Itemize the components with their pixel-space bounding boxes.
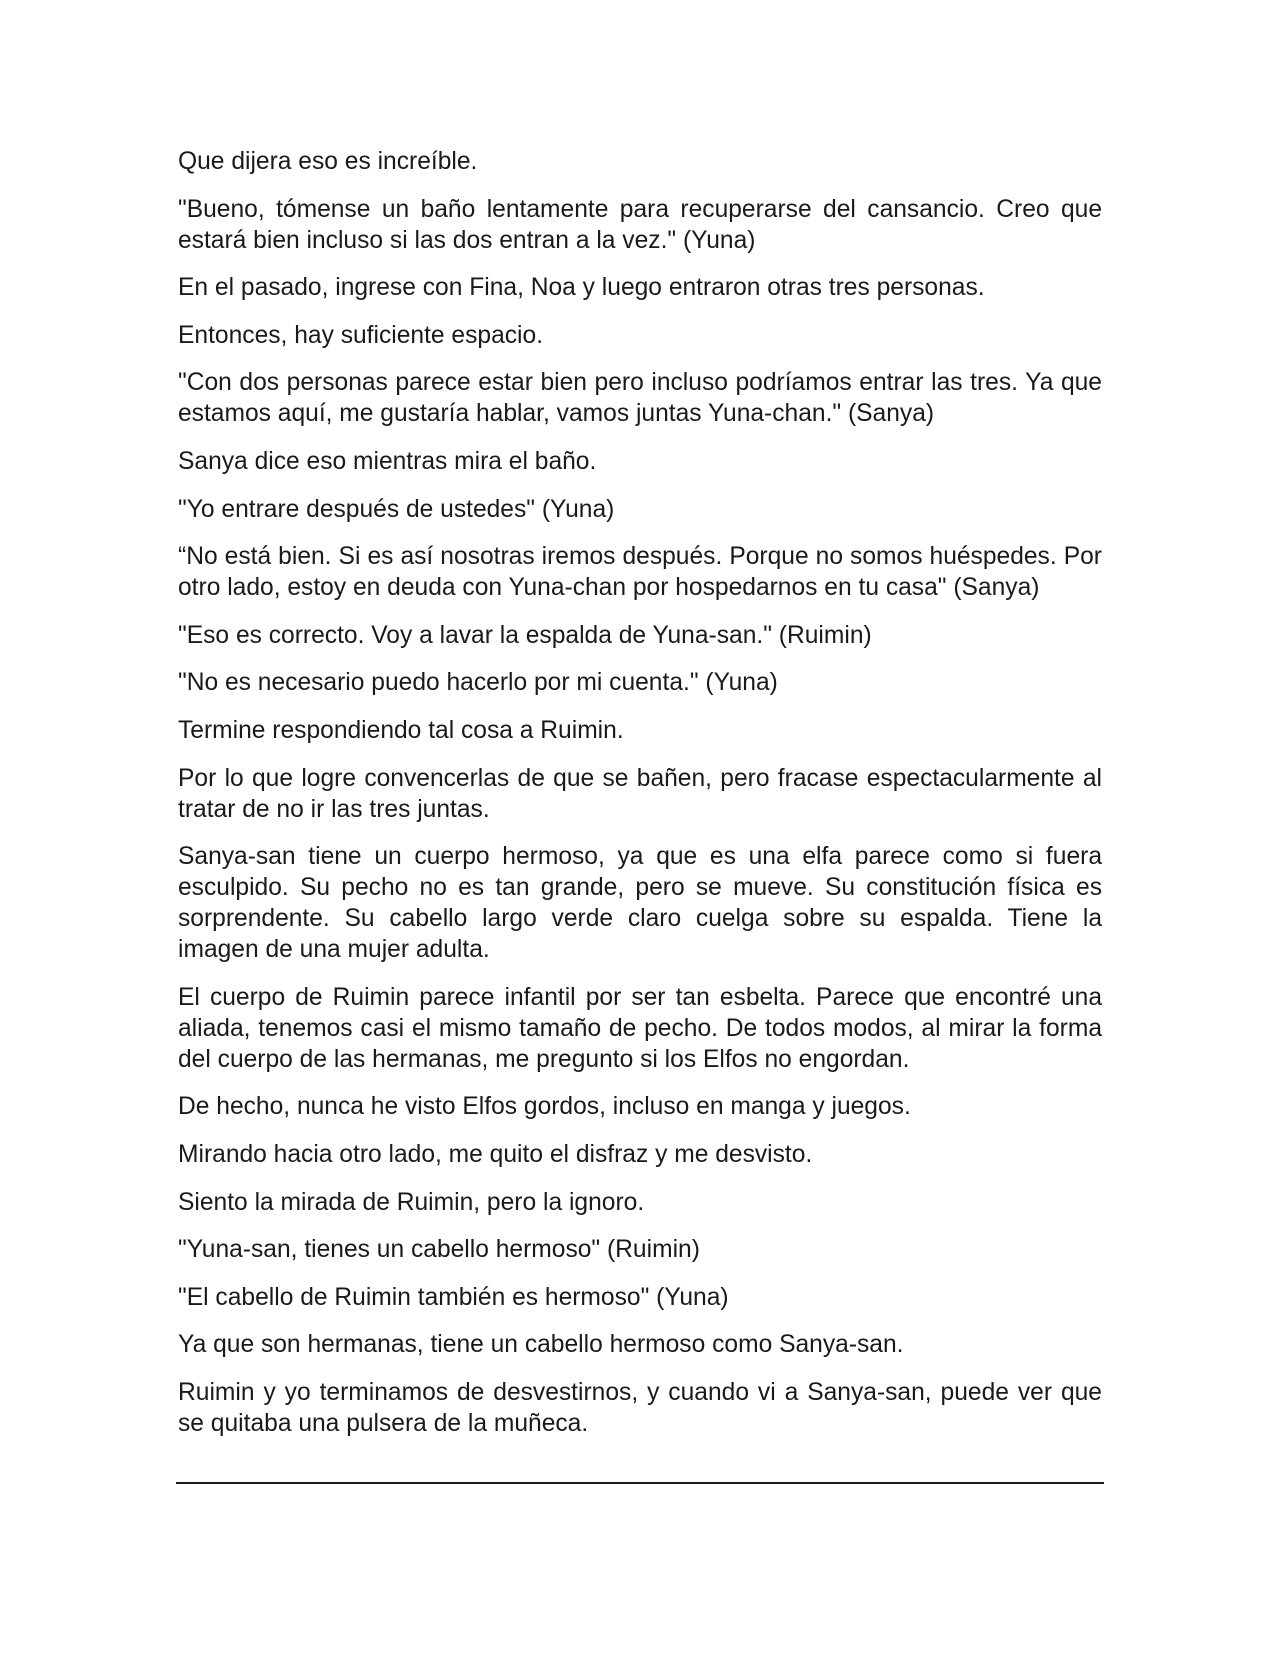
document-body — [178, 146, 1102, 1455]
paragraph: Termine respondiendo tal cosa a Ruimin. — [178, 716, 624, 744]
paragraph: De hecho, nunca he visto Elfos gordos, incluso en manga y juegos. — [178, 1093, 911, 1121]
paragraph: "Eso es correcto. Voy a lavar la espalda de Yuna-san." (Ruimin) — [178, 621, 872, 649]
paragraph: Entonces, hay suficiente espacio. — [178, 321, 544, 349]
paragraph: "Yo entrare después de ustedes" (Yuna) — [178, 495, 615, 523]
paragraph: Sanya-san tiene un cuerpo hermoso, ya que es una elfa parece como si fuera esculpido. Su pecho no es tan grande, pero se mueve. Su constitución física es sorprendente. Su cabello largo verde claro cuelga sobre su espalda. Tiene la imagen de una mujer adulta. — [178, 843, 1102, 964]
paragraph: "Con dos personas parece estar bien pero incluso podríamos entrar las tres. Ya que estamos aquí, me gustaría hablar, vamos juntas Yuna-chan." (Sanya) — [178, 369, 1102, 428]
paragraph: Mirando hacia otro lado, me quito el disfraz y me desvisto. — [178, 1140, 813, 1168]
paragraph: "Yuna-san, tienes un cabello hermoso" (Ruimin) — [178, 1236, 700, 1264]
paragraph: En el pasado, ingrese con Fina, Noa y luego entraron otras tres personas. — [178, 274, 985, 302]
paragraph: "Bueno, tómense un baño lentamente para recuperarse del cansancio. Creo que estará bien incluso si las dos entran a la vez." (Yuna) — [178, 195, 1102, 254]
paragraph: Sanya dice eso mientras mira el baño. — [178, 447, 597, 475]
paragraph: Que dijera eso es increíble. — [178, 148, 478, 175]
paragraph: Siento la mirada de Ruimin, pero la ignoro. — [178, 1188, 645, 1216]
paragraph: “No está bien. Si es así nosotras iremos después. Porque no somos huéspedes. Por otro lado, estoy en deuda con Yuna-chan por hospedarnos en tu casa" (Sanya) — [178, 543, 1102, 602]
paragraph: Ruimin y yo terminamos de desvestirnos, y cuando vi a Sanya-san, puede ver que se quitaba una pulsera de la muñeca. — [178, 1378, 1102, 1437]
paragraph: El cuerpo de Ruimin parece infantil por ser tan esbelta. Parece que encontré una aliada, tenemos casi el mismo tamaño de pecho. De todos modos, al mirar la forma del cuerpo de las hermanas, me pregunto si los Elfos no engordan. — [178, 983, 1102, 1073]
paragraph: "No es necesario puedo hacerlo por mi cuenta." (Yuna) — [178, 669, 778, 697]
paragraph: Por lo que logre convencerlas de que se bañen, pero fracase espectacularmente al tratar de no ir las tres juntas. — [178, 764, 1102, 823]
bottom-rule — [176, 1482, 1104, 1484]
paragraph: Ya que son hermanas, tiene un cabello hermoso como Sanya-san. — [178, 1331, 904, 1359]
paragraph: "El cabello de Ruimin también es hermoso" (Yuna) — [178, 1283, 729, 1311]
